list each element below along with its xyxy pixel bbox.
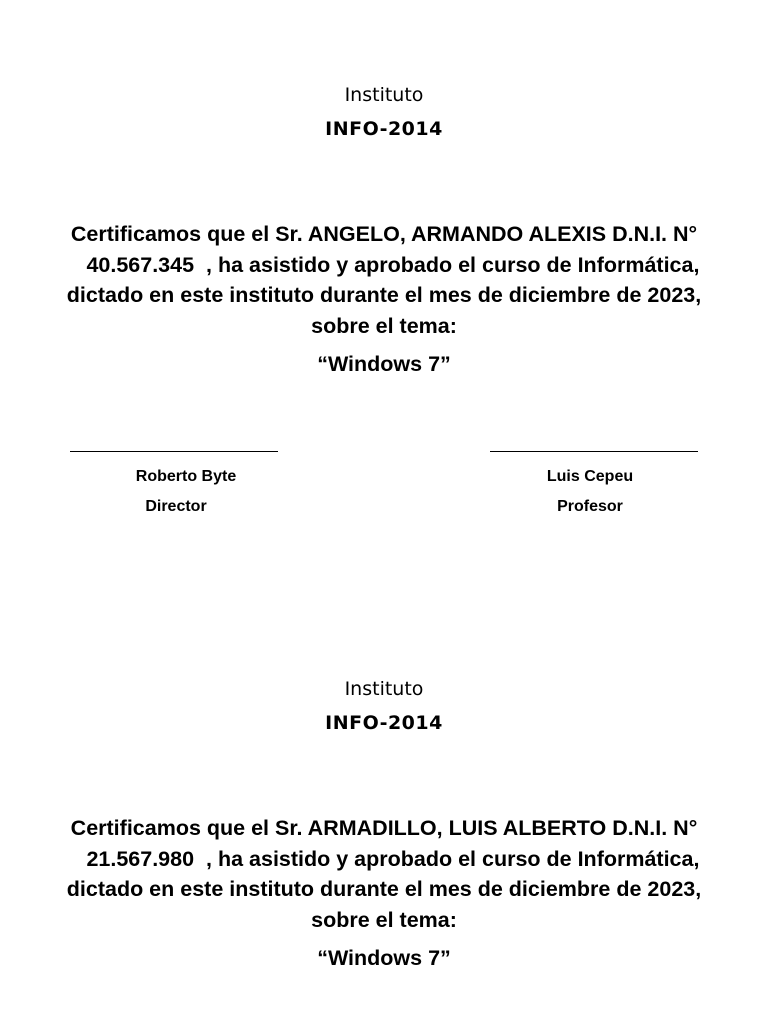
course-topic: “Windows 7” — [317, 352, 451, 376]
course-topic: “Windows 7” — [317, 946, 451, 970]
certificate-body — [60, 813, 708, 935]
student-name: ARMADILLO, LUIS ALBERTO — [307, 816, 607, 840]
student-name: ANGELO, ARMANDO ALEXIS — [307, 222, 607, 246]
dni-label: D.N.I. N° — [612, 816, 698, 840]
institute-code: INFO-2014 — [325, 118, 443, 140]
professor-name: Luis Cepeu — [546, 468, 634, 485]
signature-line-director — [70, 451, 278, 452]
director-role: Director — [145, 498, 207, 515]
signature-line-professor — [490, 451, 698, 452]
intro-text: Certificamos que el Sr. — [70, 222, 303, 246]
director-name: Roberto Byte — [135, 468, 237, 485]
certificate-body — [60, 219, 708, 341]
dni-number: 21.567.980 — [86, 846, 195, 871]
body-rest: , ha asistido y aprobado el curso de Informática, dictado en este instituto durante el mes de diciembre de 2023, sobre el tema: — [66, 846, 702, 932]
institute-code: INFO-2014 — [325, 712, 443, 734]
professor-role: Profesor — [557, 498, 623, 515]
institute-label: Instituto — [344, 678, 424, 700]
dni-label: D.N.I. N° — [612, 222, 698, 246]
intro-text: Certificamos que el Sr. — [70, 816, 303, 840]
body-rest: , ha asistido y aprobado el curso de Informática, dictado en este instituto durante el mes de diciembre de 2023, sobre el tema: — [66, 252, 702, 338]
institute-label: Instituto — [344, 84, 424, 106]
dni-number: 40.567.345 — [86, 252, 195, 277]
